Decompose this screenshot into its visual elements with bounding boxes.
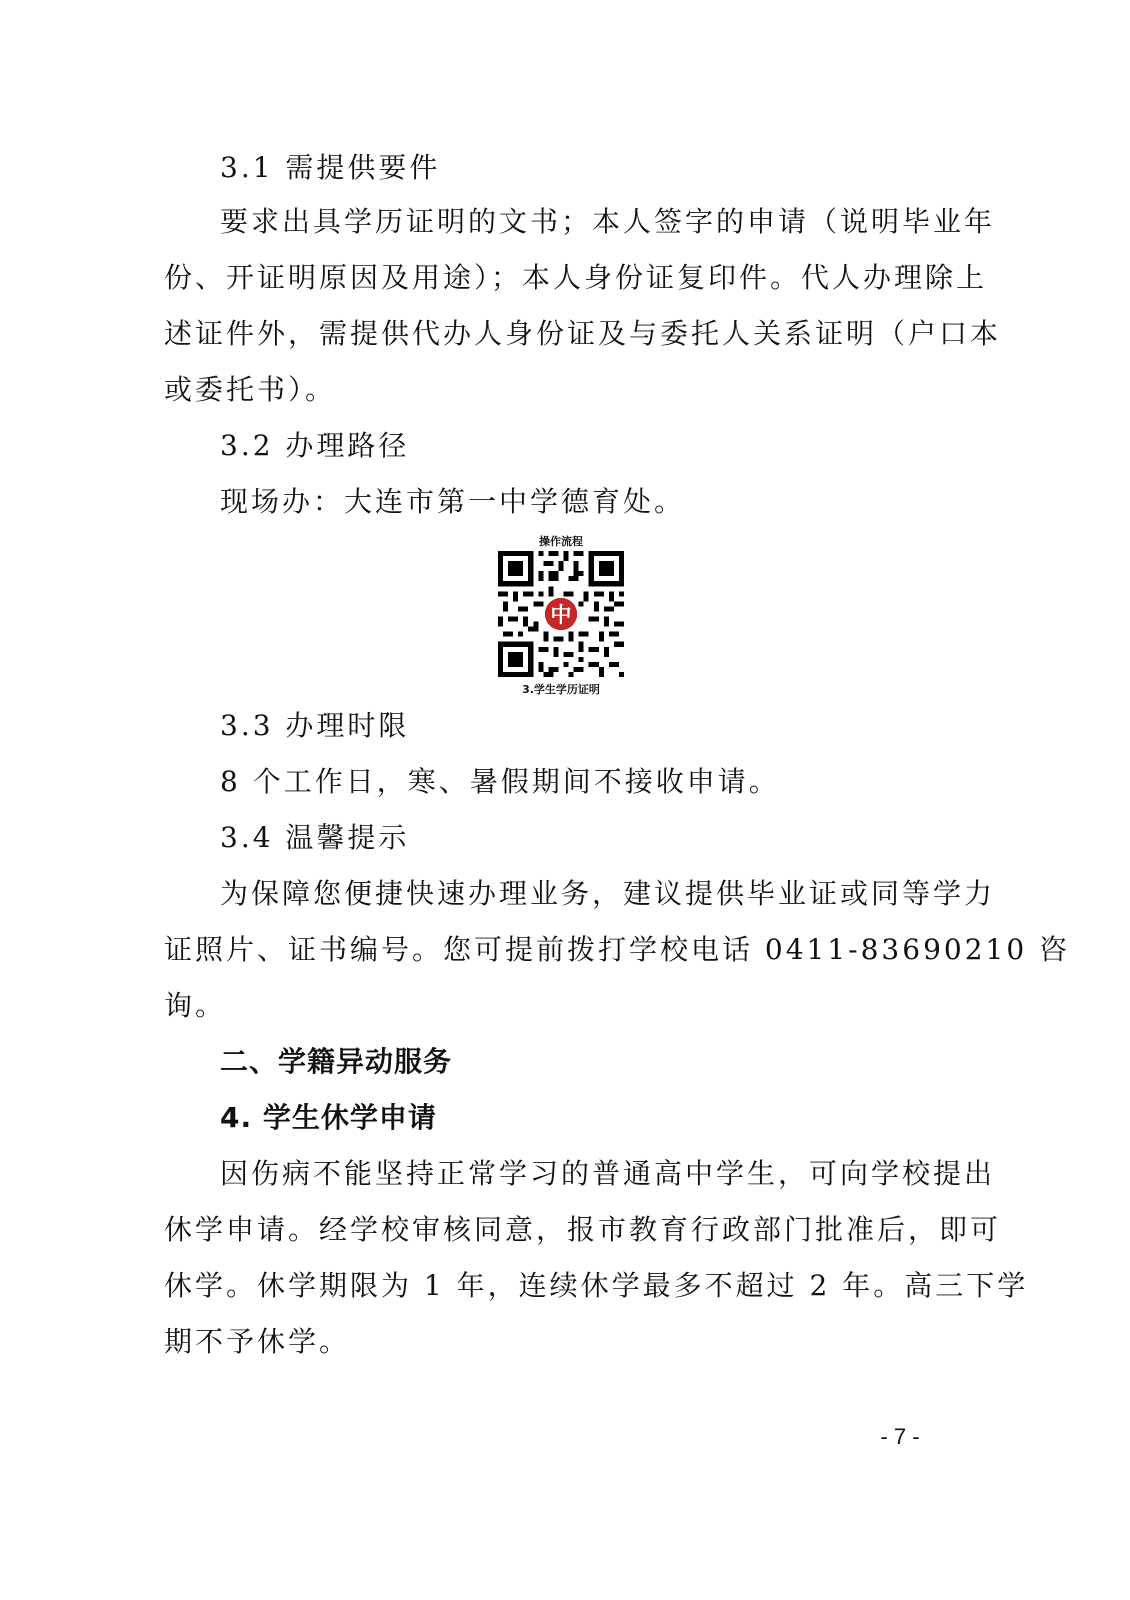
qr-code-block	[488, 535, 634, 703]
section-4-paragraph-line: 期不予休学。	[164, 1325, 351, 1358]
section-4-paragraph-line: 因伤病不能坚持正常学习的普通高中学生，可向学校提出	[220, 1157, 996, 1190]
section-3-4-heading: 3.4 温馨提示	[220, 821, 410, 854]
section-3-4-paragraph-line: 询。	[164, 989, 227, 1022]
section-4-paragraph-line: 休学申请。经学校审核同意，报市教育行政部门批准后，即可	[164, 1213, 1002, 1246]
section-3-2-heading: 3.2 办理路径	[220, 429, 410, 462]
section-3-1-paragraph-line: 或委托书）。	[164, 373, 337, 406]
section-3-4-paragraph-line: 为保障您便捷快速办理业务，建议提供毕业证或同等学力	[220, 877, 996, 910]
section-3-4-paragraph-line: 证照片、证书编号。您可提前拨打学校电话 0411-83690210 咨	[164, 933, 1071, 966]
section-3-1-paragraph-line: 要求出具学历证明的文书；本人签字的申请（说明毕业年	[220, 205, 996, 238]
section-3-1-paragraph-line: 份、开证明原因及用途）；本人身份证复印件。代人办理除上	[164, 261, 988, 294]
qr-code-title: 操作流程	[539, 535, 583, 548]
section-4-paragraph-line: 休学。休学期限为 1 年，连续休学最多不超过 2 年。高三下学	[164, 1269, 1029, 1302]
section-3-2-paragraph: 现场办：大连市第一中学德育处。	[220, 485, 686, 518]
page-number: - 7 -	[880, 1424, 920, 1449]
qr-code-icon	[498, 551, 624, 677]
section-3-3-paragraph: 8 个工作日，寒、暑假期间不接收申请。	[220, 765, 780, 798]
section-3-1-paragraph-line: 述证件外，需提供代办人身份证及与委托人关系证明（户口本	[164, 317, 1002, 350]
part-2-heading: 二、学籍异动服务	[220, 1045, 453, 1078]
qr-code-label: 3.学生学历证明	[522, 683, 600, 696]
section-3-3-heading: 3.3 办理时限	[220, 709, 410, 742]
section-3-1-heading: 3.1 需提供要件	[220, 151, 441, 184]
school-emblem-label: 中	[550, 602, 572, 628]
section-4-heading: 4. 学生休学申请	[220, 1101, 437, 1134]
